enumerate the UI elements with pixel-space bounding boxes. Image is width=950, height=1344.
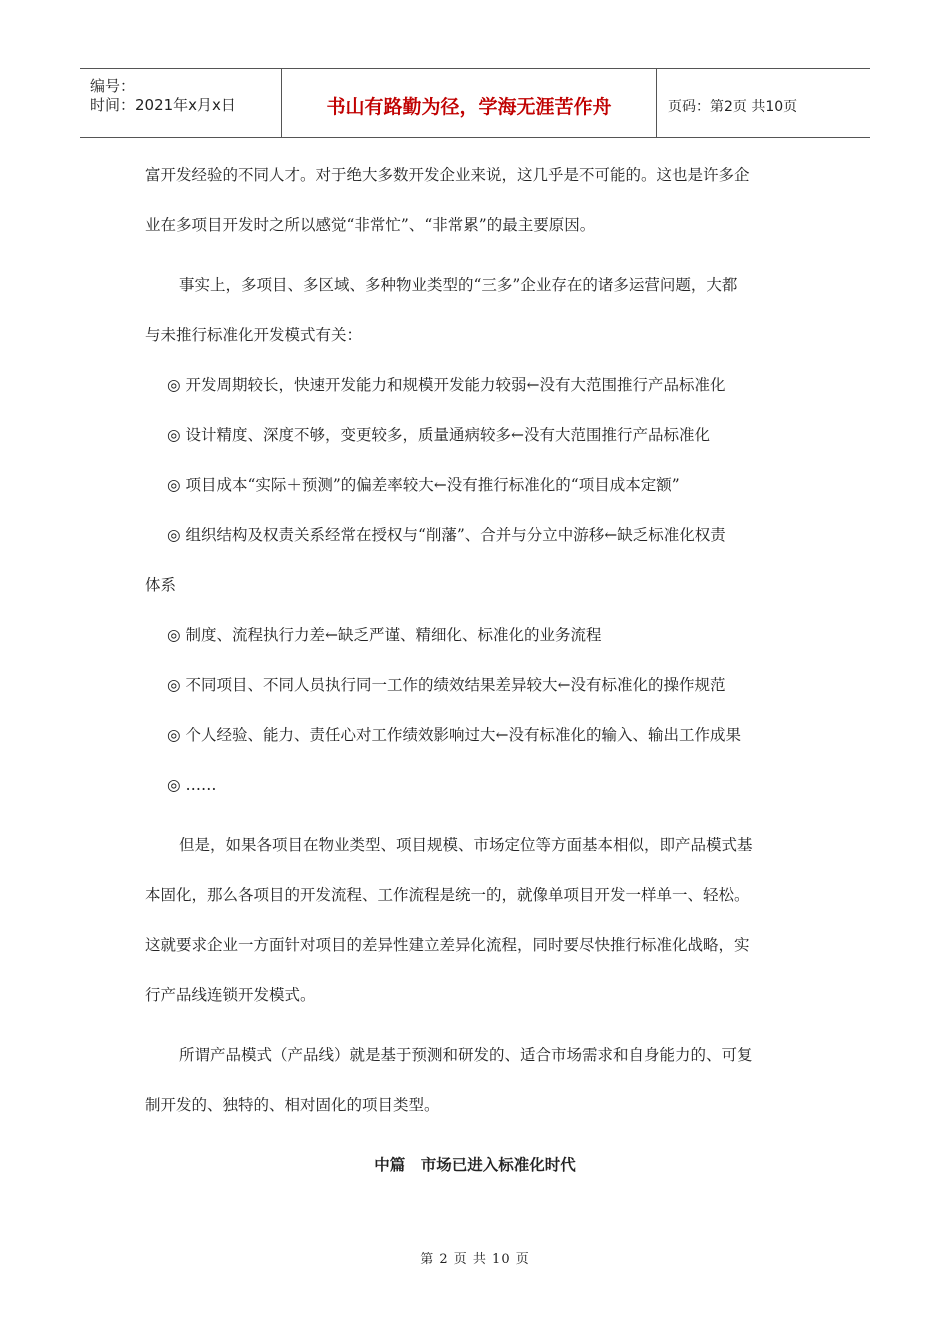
text-line: 事实上，多项目、多区域、多种物业类型的“三多”企业存在的诸多运营问题，大都 <box>179 276 738 294</box>
page-header <box>80 68 870 138</box>
header-divider <box>656 69 657 137</box>
text-line: 本固化，那么各项目的开发流程、工作流程是统一的，就像单项目开发一样单一、轻松。 <box>145 886 750 904</box>
header-page-info: 页码：第2页 共10页 <box>668 99 798 115</box>
list-item: ◎ 开发周期较长，快速开发能力和规模开发能力较弱←没有大范围推行产品标准化 <box>167 376 726 394</box>
text-line: 制开发的、独特的、相对固化的项目类型。 <box>145 1096 440 1114</box>
list-item: ◎ …… <box>167 776 217 794</box>
list-item: ◎ 项目成本“实际＋预测”的偏差率较大←没有推行标准化的“项目成本定额” <box>167 476 680 494</box>
list-item: ◎ 设计精度、深度不够，变更较多，质量通病较多←没有大范围推行产品标准化 <box>167 426 710 444</box>
document-date: 时间：2021年x月x日 <box>90 96 236 114</box>
text-line: 所谓产品模式（产品线）就是基于预测和研发的、适合市场需求和自身能力的、可复 <box>179 1046 753 1064</box>
header-motto: 书山有路勤为径，学海无涯苦作舟 <box>326 96 612 118</box>
list-item: ◎ 组织结构及权责关系经常在授权与“削藩”、合并与分立中游移←缺乏标准化权责 <box>167 526 726 544</box>
document-body <box>145 150 805 1190</box>
text-line: 但是，如果各项目在物业类型、项目规模、市场定位等方面基本相似，即产品模式基 <box>179 836 753 854</box>
text-line: 行产品线连锁开发模式。 <box>145 986 316 1004</box>
page-footer: 第 2 页 共 10 页 <box>420 1252 530 1267</box>
text-line: 与未推行标准化开发模式有关： <box>145 326 363 344</box>
text-line: 富开发经验的不同人才。对于绝大多数开发企业来说，这几乎是不可能的。这也是许多企 <box>145 166 750 184</box>
text-line: 业在多项目开发时之所以感觉“非常忙”、“非常累”的最主要原因。 <box>145 216 596 234</box>
list-item: ◎ 个人经验、能力、责任心对工作绩效影响过大←没有标准化的输入、输出工作成果 <box>167 726 741 744</box>
list-item: ◎ 制度、流程执行力差←缺乏严谨、精细化、标准化的业务流程 <box>167 626 602 644</box>
text-line: 这就要求企业一方面针对项目的差异性建立差异化流程，同时要尽快推行标准化战略，实 <box>145 936 750 954</box>
section-heading: 中篇 市场已进入标准化时代 <box>374 1155 576 1174</box>
document-number-label: 编号： <box>90 77 136 95</box>
list-item: ◎ 不同项目、不同人员执行同一工作的绩效结果差异较大←没有标准化的操作规范 <box>167 676 726 694</box>
list-item-continuation: 体系 <box>145 576 177 594</box>
